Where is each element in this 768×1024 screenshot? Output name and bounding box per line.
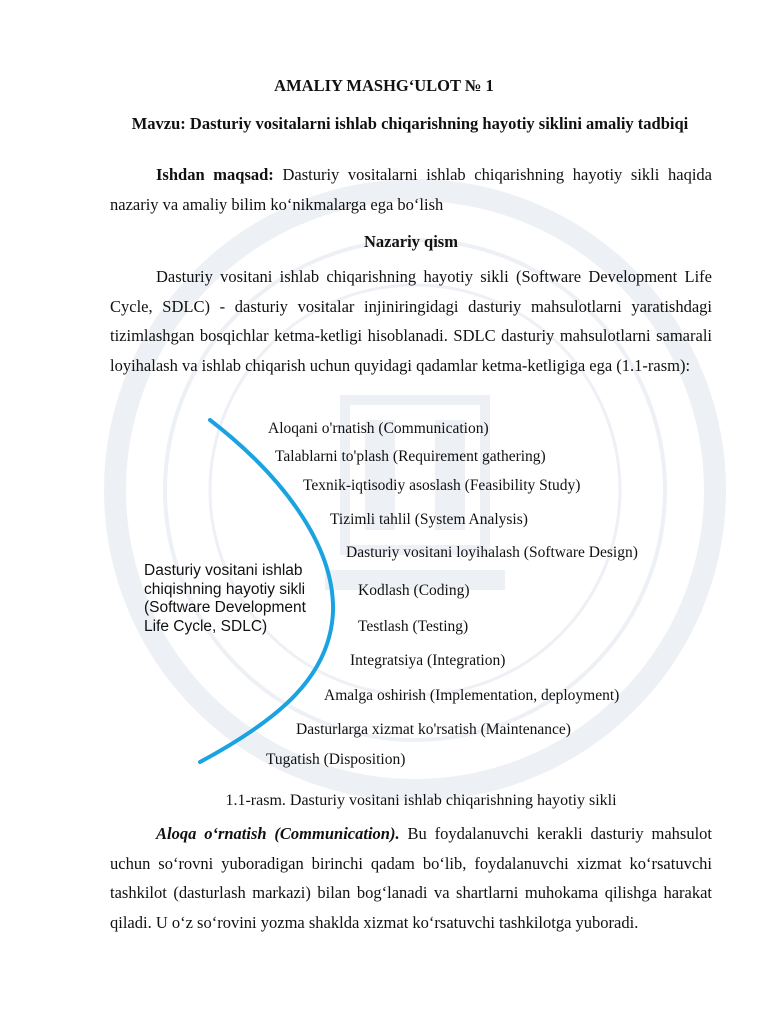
stage-coding: Kodlash (Coding) [358, 582, 470, 599]
stage-feasibility: Texnik-iqtisodiy asoslash (Feasibility Study) [303, 477, 581, 494]
intro-paragraph [110, 262, 712, 380]
sdlc-center-label: Dasturiy vositani ishlab chiqishning hayotiy sikli (Software Development Life Cycle, SDLC) [144, 562, 306, 635]
stage-design: Dasturiy vositani loyihalash (Software Design) [346, 544, 638, 561]
goal-text: Dasturiy vositalarni ishlab chiqarishning hayotiy sikli haqida nazariy va amaliy bilim ko‘nikmalarga ega bo‘lish [110, 165, 712, 214]
figure-caption: 1.1-rasm. Dasturiy vositani ishlab chiqarishning hayotiy sikli [225, 792, 617, 809]
communication-label: Aloqa o‘rnatish (Communication). [156, 824, 400, 843]
intro-text: Dasturiy vositani ishlab chiqarishning hayotiy sikli (Software Development Life Cycle, SDLC) - dasturiy vositalar injiniringidagi dasturiy mahsulotlarni yaratishdagi tizimlashgan bosqichlar ketma-ketligi hisoblanadi. SDLC dasturiy mahsulotlarni samarali loyihalash va ishlab chiqarish uchun quyidagi qadamlar ketma-ketligiga ega (1.1-rasm): [110, 267, 712, 375]
communication-text: Bu foydalanuvchi kerakli dasturiy mahsulot uchun so‘rovni yuboradigan birinchi qadam bo‘lib, foydalanuvchi xizmat ko‘rsatuvchi tashkilot (dasturlash markazi) bilan bog‘lanadi va shartlarni muhokama qilishga harakat qiladi. U o‘z so‘rovini yozma shaklda xizmat ko‘rsatuvchi tashkilotga yuboradi. [110, 824, 713, 932]
stage-analysis: Tizimli tahlil (System Analysis) [330, 511, 528, 528]
document-topic: Mavzu: Dasturiy vositalarni ishlab chiqarishning hayotiy siklini amaliy tadbiqi [131, 114, 689, 133]
stage-testing: Testlash (Testing) [358, 618, 469, 635]
communication-paragraph [110, 819, 712, 937]
stage-maintenance: Dasturlarga xizmat ko'rsatish (Maintenance) [296, 721, 571, 738]
goal-label: Ishdan maqsad: [156, 165, 274, 184]
section-heading: Nazariy qism [364, 232, 458, 251]
stage-integration: Integratsiya (Integration) [350, 652, 506, 669]
goal-paragraph [110, 160, 712, 219]
sdlc-figure [130, 414, 700, 784]
stage-communication: Aloqani o'rnatish (Communication) [268, 420, 489, 437]
stage-disposition: Tugatish (Disposition) [266, 751, 406, 768]
stage-implementation: Amalga oshirish (Implementation, deployment) [324, 687, 620, 704]
stage-requirements: Talablarni to'plash (Requirement gathering) [275, 448, 546, 465]
document-title: AMALIY MASHG‘ULOT № 1 [274, 76, 494, 95]
